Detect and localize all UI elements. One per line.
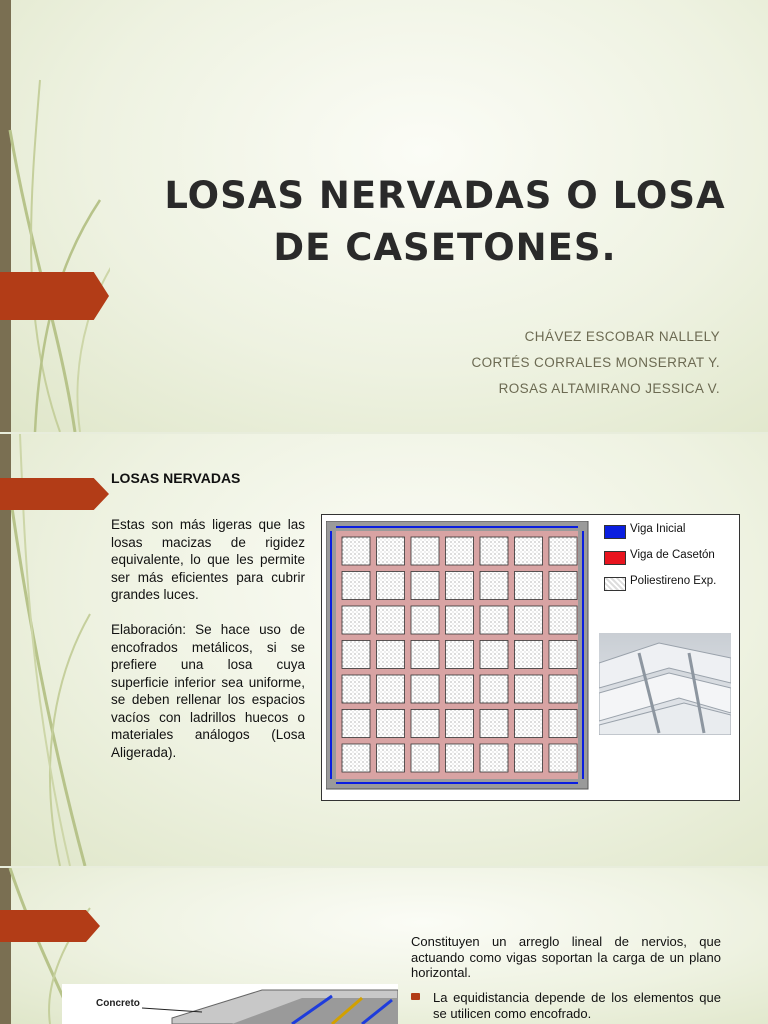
caseton-cell xyxy=(480,572,508,600)
caseton-cell xyxy=(342,572,370,600)
slide-losas-nervadas xyxy=(0,434,768,866)
caseton-cell xyxy=(377,710,405,738)
caseton-cell xyxy=(377,675,405,703)
caseton-cell xyxy=(342,744,370,772)
legend-swatch-red xyxy=(604,551,626,565)
caseton-cell xyxy=(446,710,474,738)
legend-label: Poliestireno Exp. xyxy=(630,575,717,587)
slide-title-text: LOSAS NERVADAS O LOSA DE CASETONES. xyxy=(164,174,726,269)
paragraph-nervios: Constituyen un arreglo lineal de nervios, que actuando como vigas soportan la carga de un plano horizontal. xyxy=(411,934,721,980)
caseton-cell xyxy=(446,744,474,772)
slide-nervios xyxy=(0,868,768,1024)
legend-label: Viga de Casetón xyxy=(630,549,715,561)
decorative-grass-curves xyxy=(0,0,110,432)
caseton-cell xyxy=(342,710,370,738)
caseton-cell xyxy=(549,710,577,738)
caseton-cell xyxy=(549,606,577,634)
caseton-cell xyxy=(411,572,439,600)
caseton-cell xyxy=(480,606,508,634)
caseton-cell xyxy=(515,710,543,738)
caseton-cell xyxy=(377,606,405,634)
caseton-cell xyxy=(549,675,577,703)
caseton-cell xyxy=(480,537,508,565)
caseton-cell xyxy=(342,675,370,703)
caseton-cell xyxy=(515,744,543,772)
caseton-cell xyxy=(446,641,474,669)
caseton-cell xyxy=(549,537,577,565)
caseton-cell xyxy=(480,675,508,703)
caseton-cell xyxy=(411,710,439,738)
caseton-cell xyxy=(377,572,405,600)
concrete-label: Concreto xyxy=(96,998,140,1009)
caseton-cell xyxy=(549,641,577,669)
caseton-cell xyxy=(480,710,508,738)
caseton-cell xyxy=(342,537,370,565)
concrete-section-figure xyxy=(62,984,398,1024)
caseton-cell xyxy=(480,641,508,669)
slide-title xyxy=(0,0,768,432)
caseton-cell xyxy=(377,537,405,565)
section-heading: LOSAS NERVADAS xyxy=(111,470,241,486)
caseton-cell xyxy=(515,537,543,565)
bullet-text: La equidistancia depende de los elementos que se utilicen como encofrado. xyxy=(433,990,721,1021)
caseton-cell xyxy=(515,606,543,634)
caseton-cell xyxy=(411,744,439,772)
caseton-cell xyxy=(446,606,474,634)
bullet-marker-icon xyxy=(411,993,420,1000)
caseton-cell xyxy=(411,641,439,669)
paragraph-description: Estas son más ligeras que las losas macizas de rigidez equivalente, lo que les permite ser más eficientes para cubrir grandes luces. xyxy=(111,517,305,602)
caseton-cell xyxy=(377,744,405,772)
paragraph-elaboracion: Elaboración: Se hace uso de encofrados metálicos, si se prefiere una losa cuya superficie inferior sea uniforme, se deben rellenar los espacios vacíos con ladrillos huecos o materiales análogos (Losa Aligerada). xyxy=(111,622,305,760)
author-3: ROSAS ALTAMIRANO JESSICA V. xyxy=(498,381,720,396)
caseton-cell xyxy=(411,606,439,634)
caseton-cell xyxy=(515,572,543,600)
waffle-slab-figure xyxy=(321,514,740,801)
caseton-cell xyxy=(446,675,474,703)
legend-label: Viga Inicial xyxy=(630,523,686,535)
caseton-cell xyxy=(377,641,405,669)
waffle-slab-3d-photo xyxy=(599,633,731,735)
caseton-cell xyxy=(549,744,577,772)
caseton-cell xyxy=(411,675,439,703)
caseton-cell xyxy=(549,572,577,600)
legend-swatch-pattern xyxy=(604,577,626,591)
caseton-cell xyxy=(446,572,474,600)
author-1: CHÁVEZ ESCOBAR NALLELY xyxy=(524,329,720,344)
legend-swatch-blue xyxy=(604,525,626,539)
waffle-slab-plan-diagram xyxy=(326,521,594,793)
accent-arrow xyxy=(0,478,109,510)
author-list xyxy=(471,324,720,402)
caseton-cell xyxy=(342,641,370,669)
author-2: CORTÉS CORRALES MONSERRAT Y. xyxy=(471,355,720,370)
caseton-cell xyxy=(411,537,439,565)
caseton-cell xyxy=(515,641,543,669)
caseton-cell xyxy=(480,744,508,772)
caseton-cell xyxy=(446,537,474,565)
caseton-cell xyxy=(515,675,543,703)
accent-arrow xyxy=(0,272,109,320)
caseton-cell xyxy=(342,606,370,634)
accent-arrow xyxy=(0,910,100,942)
